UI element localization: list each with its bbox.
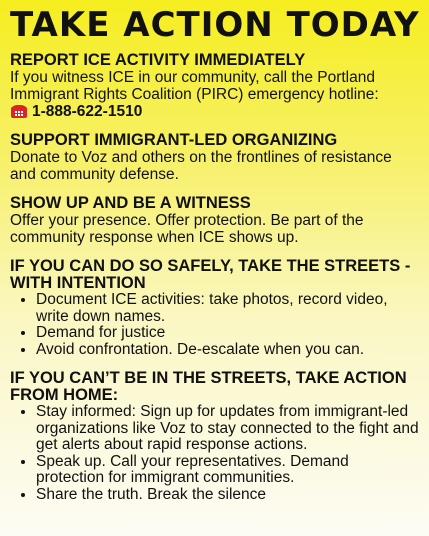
hotline-number: 1-888-622-1510 xyxy=(32,103,143,120)
bullet-list xyxy=(10,292,419,358)
section-body: If you witness ICE in our community, call the Portland Immigrant Rights Coalition (PIRC) emergency hotline: xyxy=(10,69,379,103)
section-heading: IF YOU CAN’T BE IN THE STREETS, TAKE ACTION FROM HOME: xyxy=(10,369,407,404)
section-body: Offer your presence. Offer protection. Be part of the community response when ICE shows up. xyxy=(10,212,364,246)
section-heading: SHOW UP AND BE A WITNESS xyxy=(10,194,251,212)
section-heading: REPORT ICE ACTIVITY IMMEDIATELY xyxy=(10,51,306,69)
section-heading: IF YOU CAN DO SO SAFELY, TAKE THE STREETS - WITH INTENTION xyxy=(10,257,411,292)
hotline[interactable] xyxy=(10,103,419,120)
list-item: • Avoid confrontation. De-escalate when you can. xyxy=(36,342,419,359)
list-item: • Document ICE activities: take photos, record video, write down names. xyxy=(36,292,419,325)
section-heading: SUPPORT IMMIGRANT-LED ORGANIZING xyxy=(10,131,338,149)
list-item: • Stay informed: Sign up for updates from immigrant-led organizations like Voz to stay connected to the fight and get alerts about rapid response actions. xyxy=(36,404,419,454)
telephone-icon xyxy=(10,105,28,119)
section-report xyxy=(10,52,419,120)
page-title: TAKE ACTION TODAY xyxy=(10,5,420,45)
section-body: Donate to Voz and others on the frontlines of resistance and community defense. xyxy=(10,149,392,183)
section-streets xyxy=(10,258,419,358)
section-witness xyxy=(10,195,419,246)
list-item: • Share the truth. Break the silence xyxy=(36,487,419,504)
section-support xyxy=(10,132,419,183)
list-item: • Demand for justice xyxy=(36,325,419,342)
list-item: • Speak up. Call your representatives. Demand protection for immigrant communities. xyxy=(36,454,419,487)
bullet-list xyxy=(10,404,419,503)
section-home xyxy=(10,370,419,503)
